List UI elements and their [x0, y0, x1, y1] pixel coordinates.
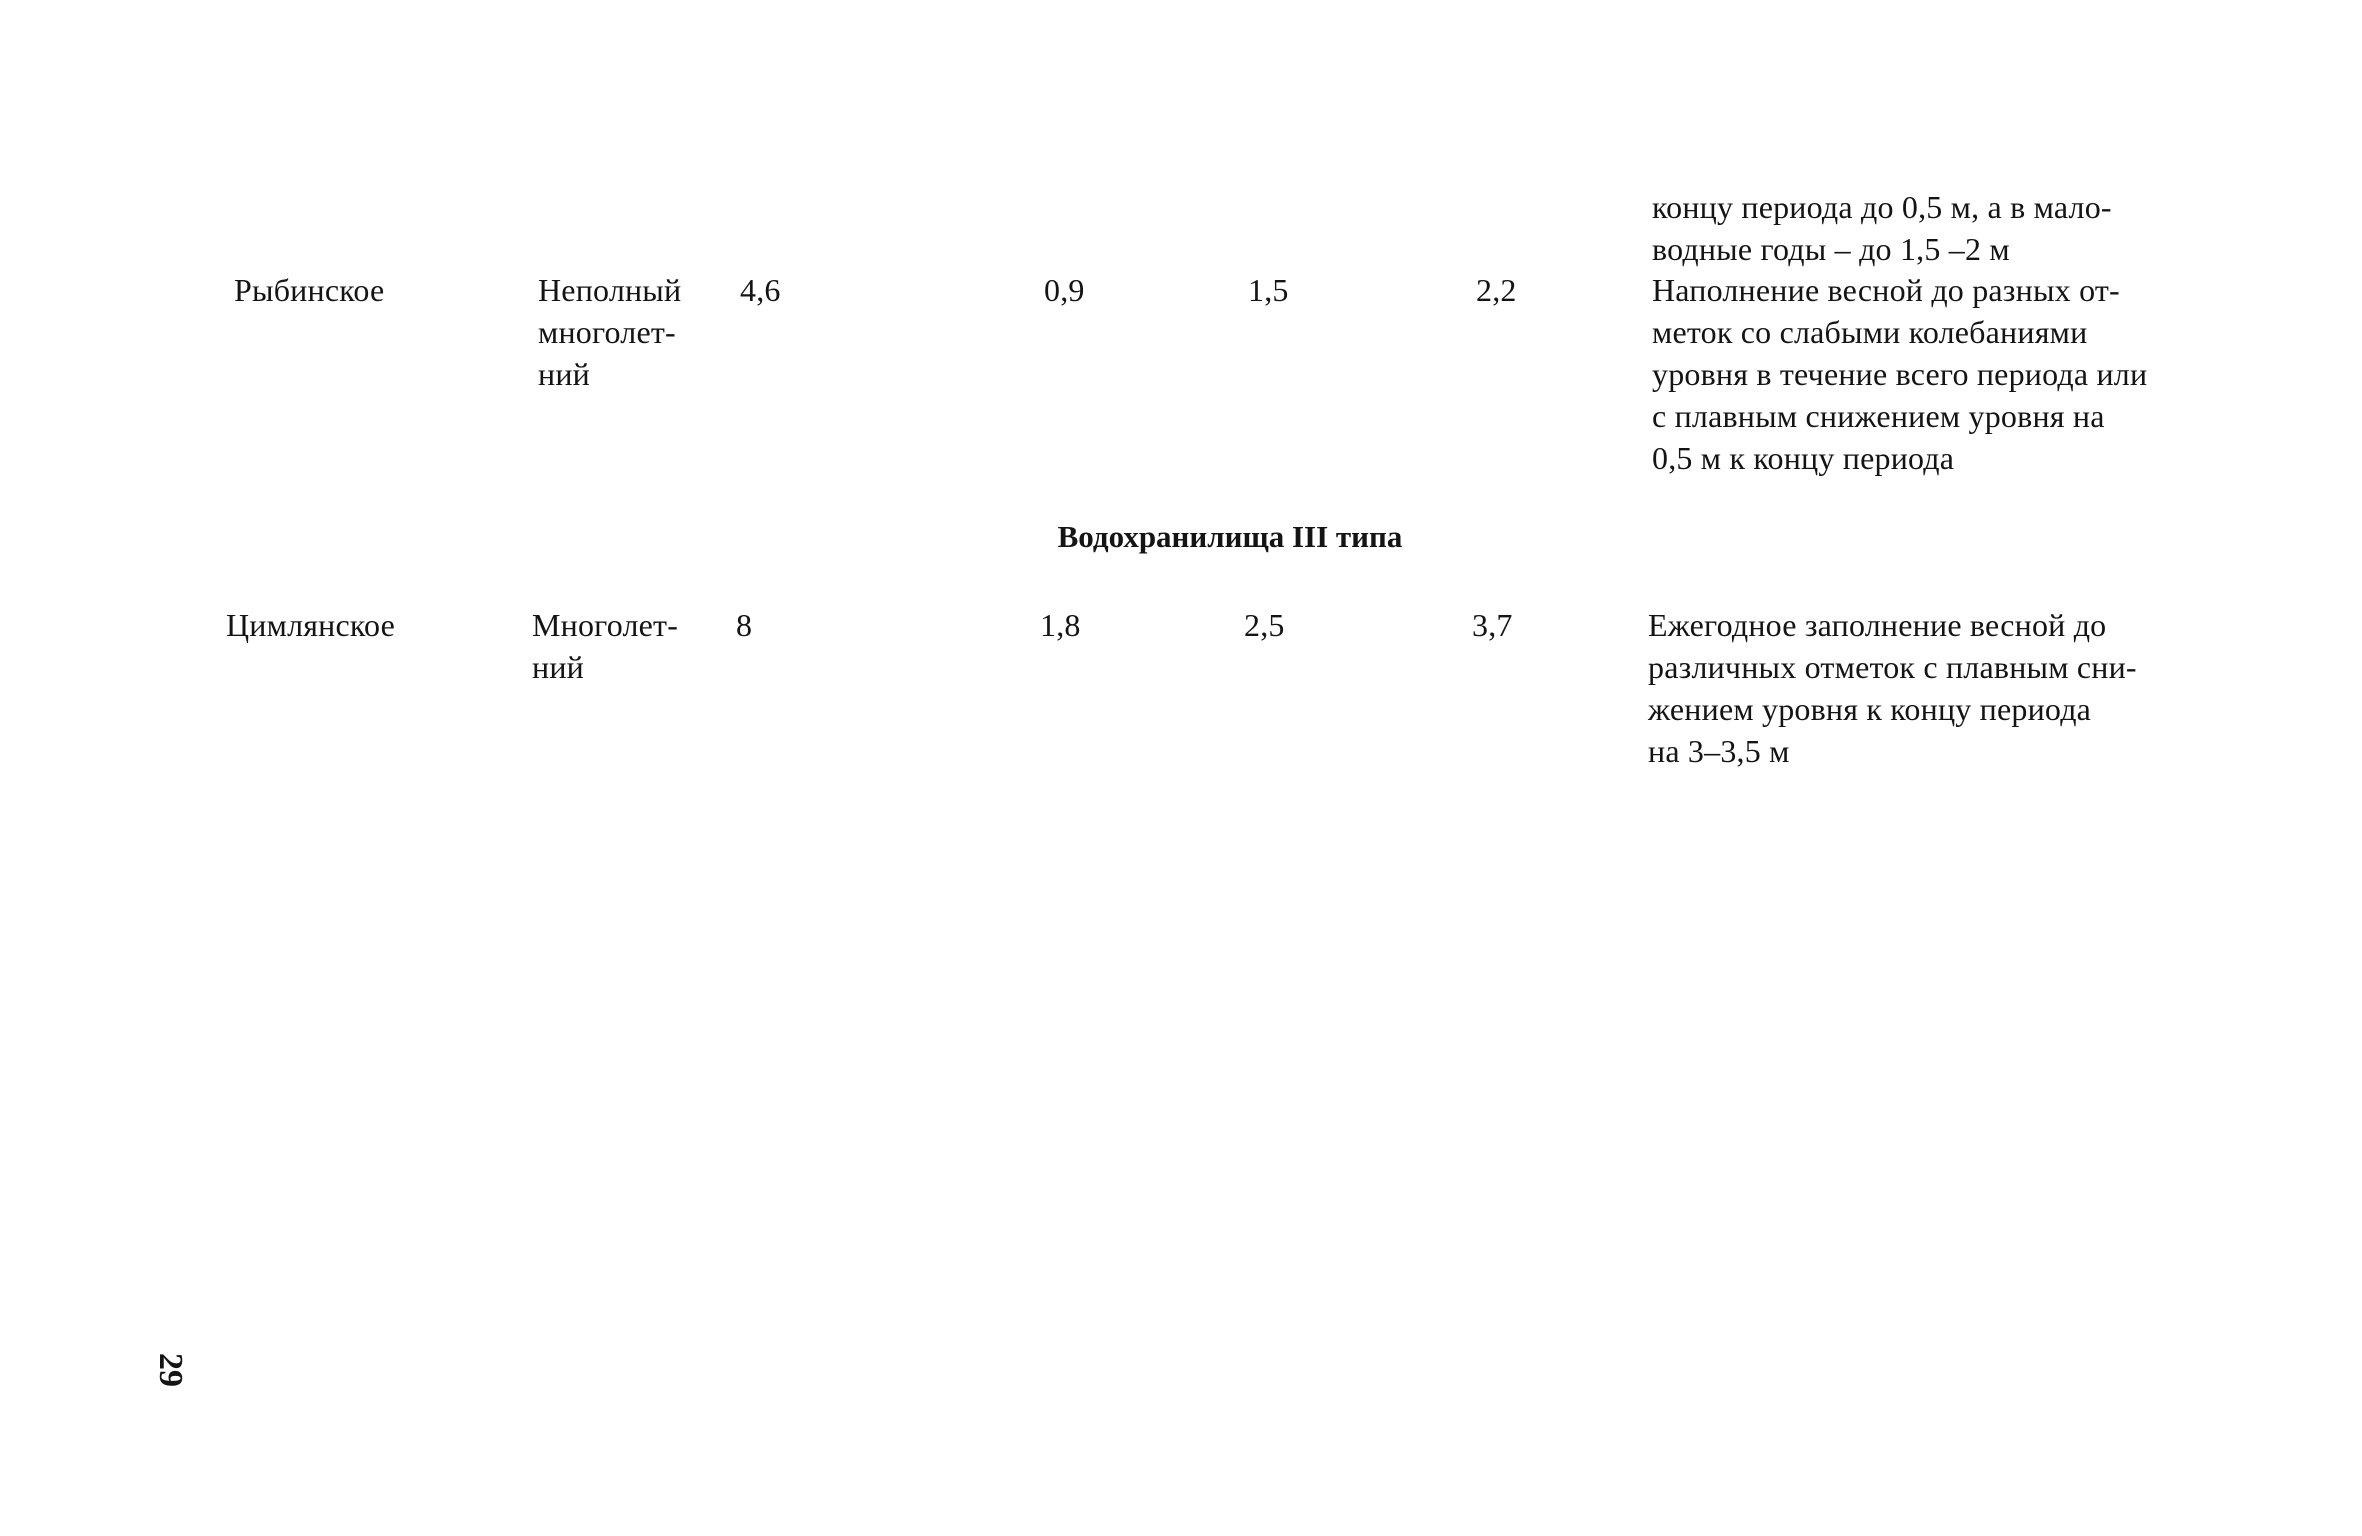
value-col-a: 0,9: [1044, 272, 1085, 308]
section-heading: Водохранилища III типа: [1057, 519, 1403, 554]
remark-text: Ежегодное заполнение весной до различных отметок с плавным сни- жением уровня к концу периода на 3–3,5 м: [1648, 607, 2137, 769]
remark-text: Наполнение весной до разных от- меток со слабыми колебаниями уровня в течение всего периода или с плавным снижением уровня на 0,5 м к концу периода: [1652, 272, 2148, 476]
continuation-remark: концу периода до 0,5 м, а в мало- водные годы – до 1,5 –2 м: [1652, 189, 2112, 267]
reservoir-name: Цимлянское: [226, 607, 396, 643]
value-col-c: 2,2: [1476, 272, 1517, 308]
depth-value: 4,6: [740, 272, 781, 308]
regulation-type: Многолет- ний: [532, 607, 679, 685]
regulation-type: Неполный многолет- ний: [538, 272, 682, 392]
value-col-c: 3,7: [1472, 607, 1513, 643]
depth-value: 8: [736, 607, 753, 643]
reservoir-name: Рыбинское: [234, 272, 385, 308]
value-col-b: 1,5: [1248, 272, 1289, 308]
value-col-b: 2,5: [1244, 607, 1285, 643]
page-number: 29: [152, 1353, 189, 1387]
value-col-a: 1,8: [1040, 607, 1081, 643]
